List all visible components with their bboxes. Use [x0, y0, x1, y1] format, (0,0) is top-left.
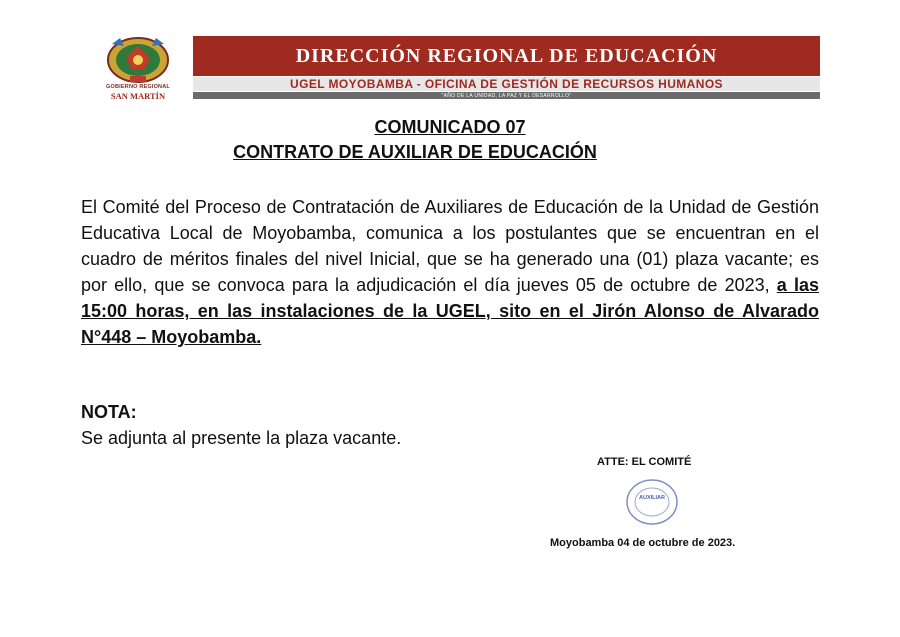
motto-text: "AÑO DE LA UNIDAD, LA PAZ Y EL DESARROLLO": [441, 92, 572, 99]
header-subbanner: [193, 77, 820, 91]
document-subtitle: CONTRATO DE AUXILIAR DE EDUCACIÓN: [233, 142, 597, 162]
nota-label: NOTA:: [81, 402, 137, 422]
coat-of-arms-icon: [104, 34, 172, 84]
committee-seal: [624, 477, 680, 527]
logo-line2: SAN MARTÍN: [110, 91, 166, 101]
banner-title: DIRECCIÓN REGIONAL DE EDUCACIÓN: [295, 44, 718, 67]
body-plain: El Comité del Proceso de Contratación de Auxiliares de Educación de la Unidad de Gestión Educativa Local de Moyobamba, comunica a los postulantes que se encuentran en el cuadro de méritos finales del nivel Inicial, que se ha generado una (01) plaza vacante; es por ello, que se convoca para la adjudicación el día jueves 05 de octubre de 2023,: [81, 197, 819, 295]
regional-government-logo: [96, 34, 180, 102]
seal-text: AUXILIAR: [639, 495, 665, 501]
header-banner: [193, 36, 820, 76]
seal-icon: [624, 477, 680, 527]
document-date: Moyobamba 04 de octubre de 2023.: [550, 537, 736, 549]
nota-text: Se adjunta al presente la plaza vacante.: [81, 428, 402, 448]
document-title: COMUNICADO 07: [374, 117, 526, 137]
body-paragraph: [81, 194, 819, 350]
signature-line: ATTE: EL COMITÉ: [597, 456, 692, 468]
subbanner-title: UGEL MOYOBAMBA - OFICINA DE GESTIÓN DE RECURSOS HUMANOS: [290, 77, 723, 91]
body-bold: a las 15:00 horas, en las instalaciones de la UGEL, sito en el Jirón Alonso de Alvarado N°448 – Moyobamba.: [81, 275, 819, 347]
motto-bar: [193, 92, 820, 99]
logo-line1: GOBIERNO REGIONAL: [106, 84, 170, 90]
